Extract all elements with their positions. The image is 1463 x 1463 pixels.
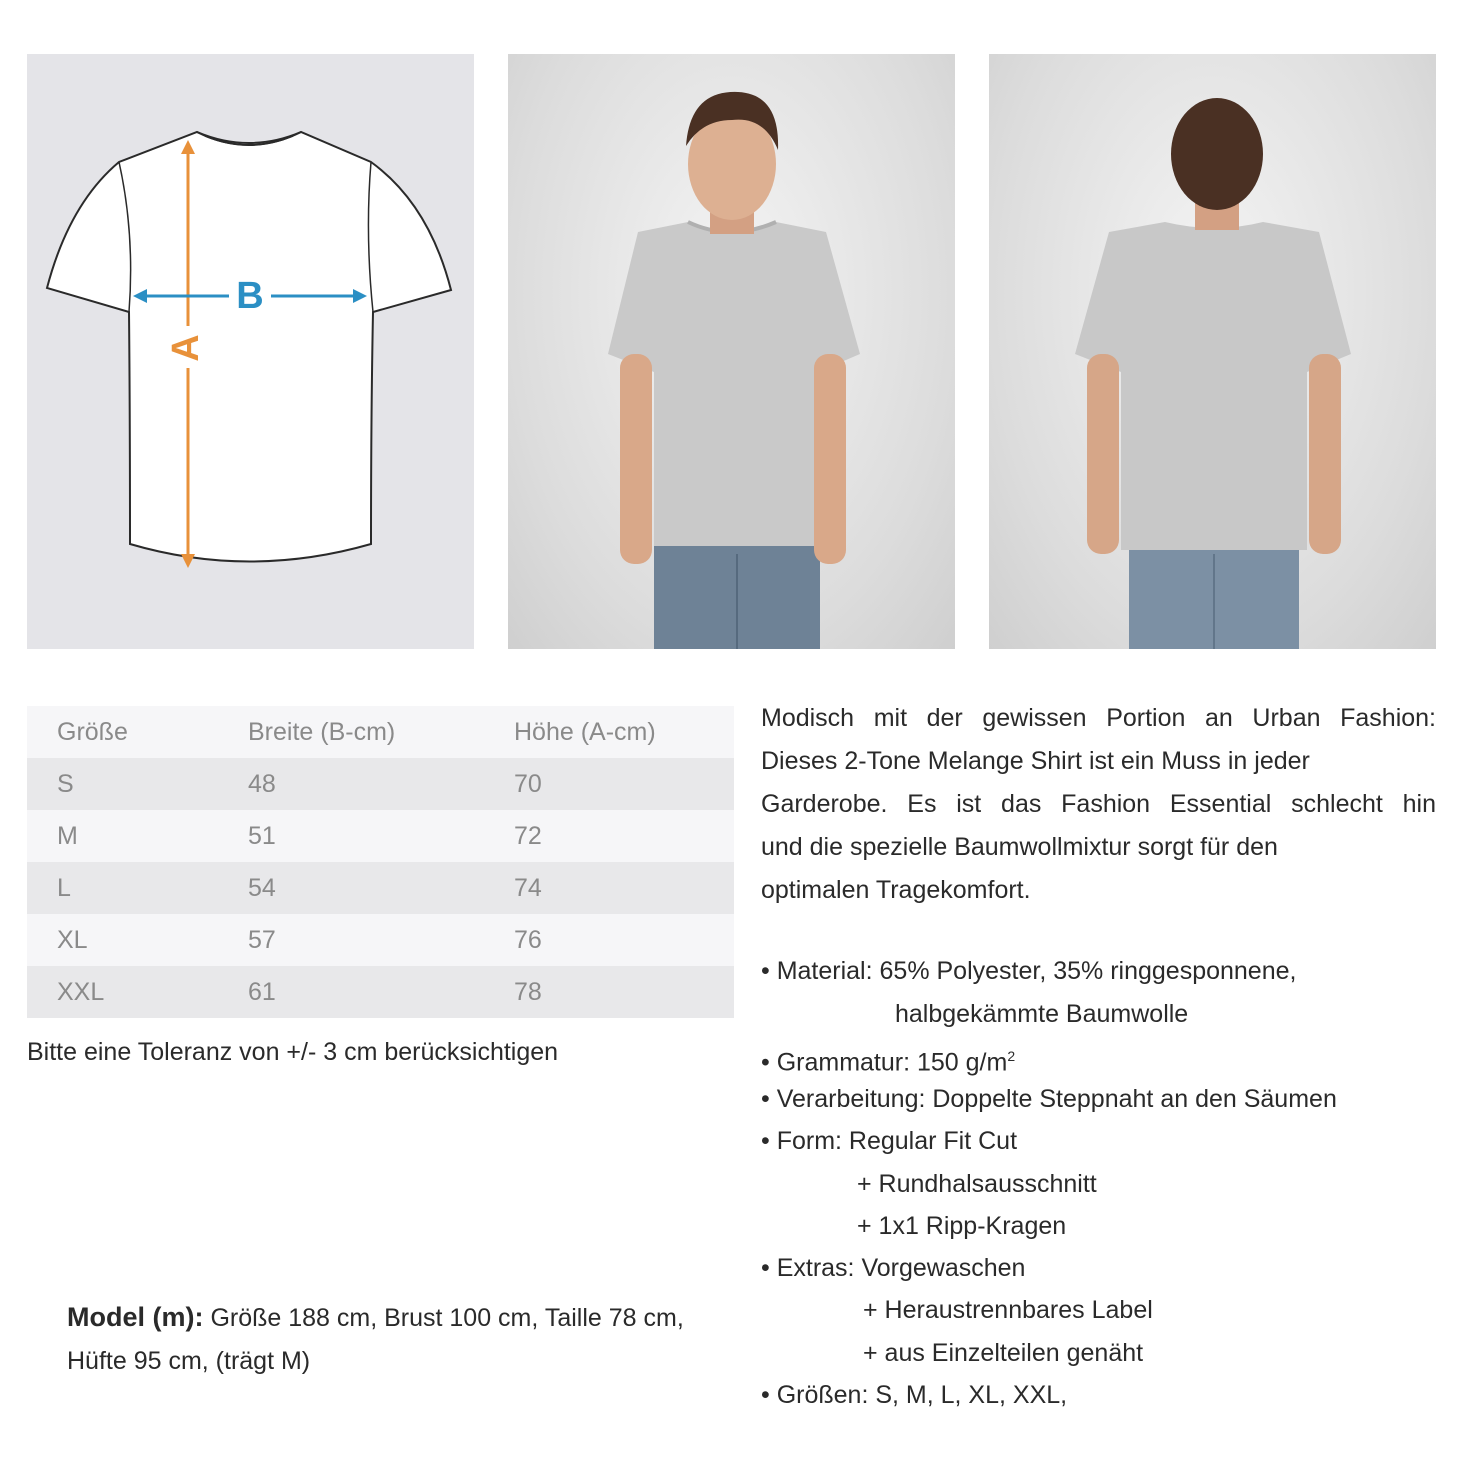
tshirt-outline: [47, 132, 451, 562]
size-diagram-panel: [27, 54, 474, 649]
label-b: B: [236, 275, 264, 318]
cell-height: 76: [514, 925, 542, 954]
feature-groessen: • Größen: S, M, L, XL, XXL,: [761, 1381, 1068, 1409]
header-breite: Breite (B-cm): [248, 717, 396, 746]
grammatur-text: • Grammatur: 150 g/m: [761, 1048, 1008, 1077]
cell-width: 57: [248, 925, 276, 954]
cell-width: 61: [248, 977, 276, 1006]
grammatur-sup: 2: [1007, 1048, 1016, 1064]
cell-width: 51: [248, 821, 276, 850]
feature-material: • Material: 65% Polyester, 35% ringgesponnene,: [761, 957, 1297, 985]
feature-extras-3: + aus Einzelteilen genäht: [863, 1339, 1144, 1367]
desc-line3: Garderobe. Es ist das Fashion Essential schlecht hin: [761, 790, 1436, 818]
feature-material-cont: halbgekämmte Baumwolle: [895, 1000, 1189, 1028]
table-row: [27, 862, 734, 914]
feature-form: • Form: Regular Fit Cut: [761, 1127, 1018, 1155]
table-row: [27, 966, 734, 1018]
desc-line4: und die spezielle Baumwollmixtur sorgt für den: [761, 833, 1278, 861]
feature-extras: • Extras: Vorgewaschen: [761, 1254, 1026, 1282]
model-front-photo: [508, 54, 955, 649]
desc-line2: Dieses 2-Tone Melange Shirt ist ein Muss in jeder: [761, 747, 1310, 775]
cell-height: 74: [514, 873, 542, 902]
cell-height: 72: [514, 821, 542, 850]
table-header-row: [27, 706, 734, 758]
header-groesse: Größe: [57, 717, 128, 746]
cell-height: 78: [514, 977, 542, 1006]
table-row: [27, 810, 734, 862]
cell-height: 70: [514, 769, 542, 798]
feature-form-2: + Rundhalsausschnitt: [857, 1170, 1097, 1198]
cell-size: XL: [57, 925, 88, 954]
cell-size: XXL: [57, 977, 105, 1006]
model-info: [67, 1296, 684, 1383]
size-table: [27, 706, 734, 1018]
header-hoehe: Höhe (A-cm): [514, 717, 656, 746]
tshirt-diagram: [27, 54, 474, 649]
feature-extras-2: + Heraustrennbares Label: [863, 1296, 1153, 1324]
model-line1: Größe 188 cm, Brust 100 cm, Taille 78 cm,: [210, 1304, 684, 1332]
desc-line5: optimalen Tragekomfort.: [761, 876, 1031, 904]
cell-size: S: [57, 769, 74, 798]
feature-form-3: + 1x1 Ripp-Kragen: [857, 1212, 1067, 1240]
feature-grammatur: [761, 1035, 1015, 1084]
cell-size: L: [57, 873, 71, 902]
hair-back: [1171, 98, 1263, 210]
tolerance-note: Bitte eine Toleranz von +/- 3 cm berücksichtigen: [27, 1038, 559, 1066]
model-line2: Hüfte 95 cm, (trägt M): [67, 1347, 311, 1375]
left-arm: [620, 354, 652, 564]
feature-verarbeitung: • Verarbeitung: Doppelte Steppnaht an den Säumen: [761, 1085, 1337, 1113]
model-label: Model (m):: [67, 1302, 204, 1332]
desc-line1: Modisch mit der gewissen Portion an Urban Fashion:: [761, 704, 1436, 732]
product-description: [761, 697, 1436, 912]
model-back-photo: [989, 54, 1436, 649]
cell-width: 54: [248, 873, 276, 902]
table-row: [27, 758, 734, 810]
label-a: A: [165, 334, 208, 362]
cell-size: M: [57, 821, 78, 850]
cell-width: 48: [248, 769, 276, 798]
table-row: [27, 914, 734, 966]
right-arm: [814, 354, 846, 564]
